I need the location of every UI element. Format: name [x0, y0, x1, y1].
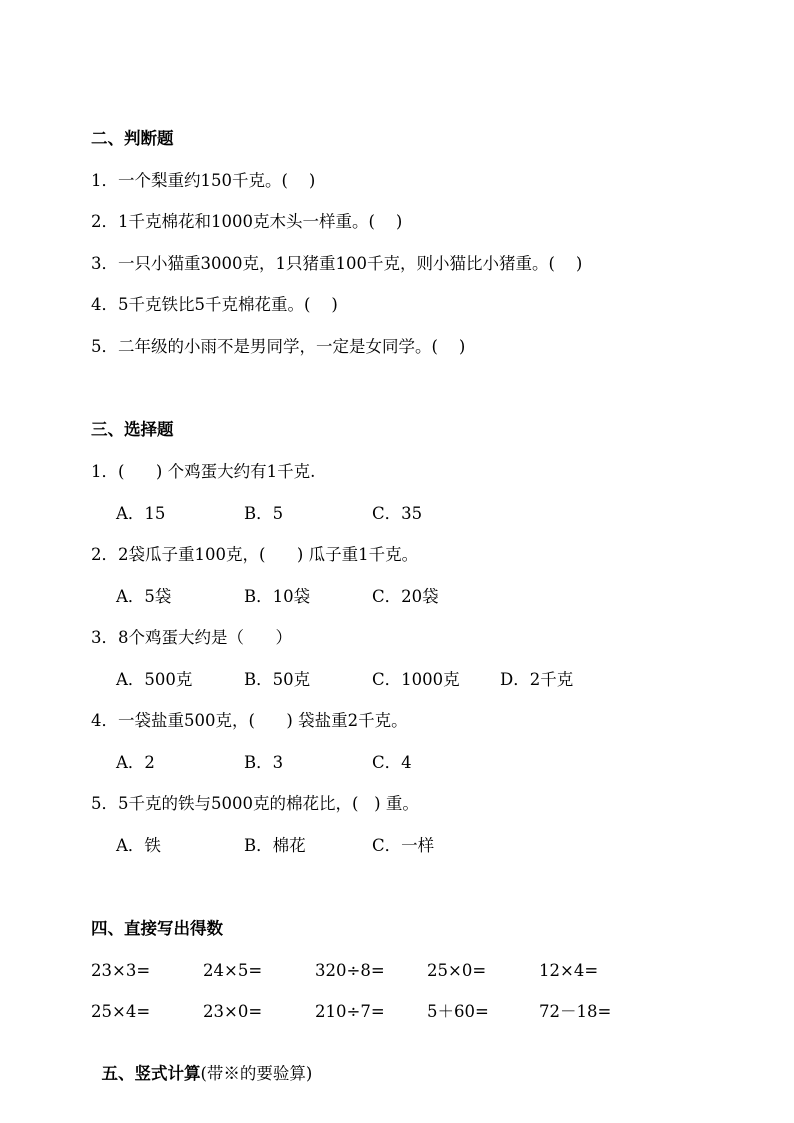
choice-2-option-b: B．10袋: [244, 587, 311, 606]
choice-4-option-a: A．2: [116, 753, 155, 772]
section-4-title: 四、直接写出得数: [91, 919, 223, 938]
choice-question-3: 3．8个鸡蛋大约是（ ）: [91, 628, 292, 647]
choice-1-option-b: B．5: [244, 504, 284, 523]
choice-1-option-a: A．15: [116, 504, 166, 523]
judge-item-5: 5．二年级的小雨不是男同学，一定是女同学。( ): [91, 337, 466, 356]
choice-5-option-c: C．一样: [372, 836, 435, 855]
calc-row1-item4: 25×0=: [427, 961, 487, 980]
calc-row2-item1: 25×4=: [91, 1002, 151, 1021]
choice-5-option-b: B．棉花: [244, 836, 306, 855]
choice-3-option-c: C．1000克: [372, 670, 460, 689]
choice-question-4: 4．一袋盐重500克，( ) 袋盐重2千克。: [91, 711, 408, 730]
calc-row1-item5: 12×4=: [539, 961, 599, 980]
choice-3-option-a: A．500克: [116, 670, 193, 689]
calc-row1-item2: 24×5=: [203, 961, 263, 980]
choice-3-option-b: B．50克: [244, 670, 311, 689]
judge-item-1: 1．一个梨重约150千克。( ): [91, 171, 316, 190]
section-3-title: 三、选择题: [91, 420, 174, 439]
choice-question-2: 2．2袋瓜子重100克，( ) 瓜子重1千克。: [91, 545, 419, 564]
choice-2-option-a: A．5袋: [116, 587, 172, 606]
calc-row1-item1: 23×3=: [91, 961, 151, 980]
choice-question-1: 1．( ) 个鸡蛋大约有1千克.: [91, 462, 316, 481]
calc-row2-item2: 23×0=: [203, 1002, 263, 1021]
calc-row1-item3: 320÷8=: [315, 961, 385, 980]
calc-row2-item3: 210÷7=: [315, 1002, 385, 1021]
judge-item-3: 3．一只小猫重3000克，1只猪重100千克，则小猫比小猪重。( ): [91, 254, 583, 273]
choice-4-option-b: B．3: [244, 753, 284, 772]
choice-4-option-c: C．4: [372, 753, 412, 772]
choice-5-option-a: A．铁: [116, 836, 161, 855]
judge-item-2: 2．1千克棉花和1000克木头一样重。( ): [91, 212, 403, 231]
choice-3-option-d: D．2千克: [500, 670, 574, 689]
section-5-note: (带※的要验算): [200, 1064, 313, 1083]
section-5-title: 五、竖式计算: [101, 1064, 201, 1083]
calc-row2-item5: 72－18=: [539, 1002, 612, 1021]
judge-item-4: 4．5千克铁比5千克棉花重。( ): [91, 295, 338, 314]
calc-row2-item4: 5＋60=: [427, 1002, 489, 1021]
choice-question-5: 5．5千克的铁与5000克的棉花比，( ) 重。: [91, 794, 419, 813]
section-2-title: 二、判断题: [91, 129, 174, 148]
choice-1-option-c: C．35: [372, 504, 423, 523]
section-5-header: [91, 1044, 312, 1084]
choice-2-option-c: C．20袋: [372, 587, 439, 606]
